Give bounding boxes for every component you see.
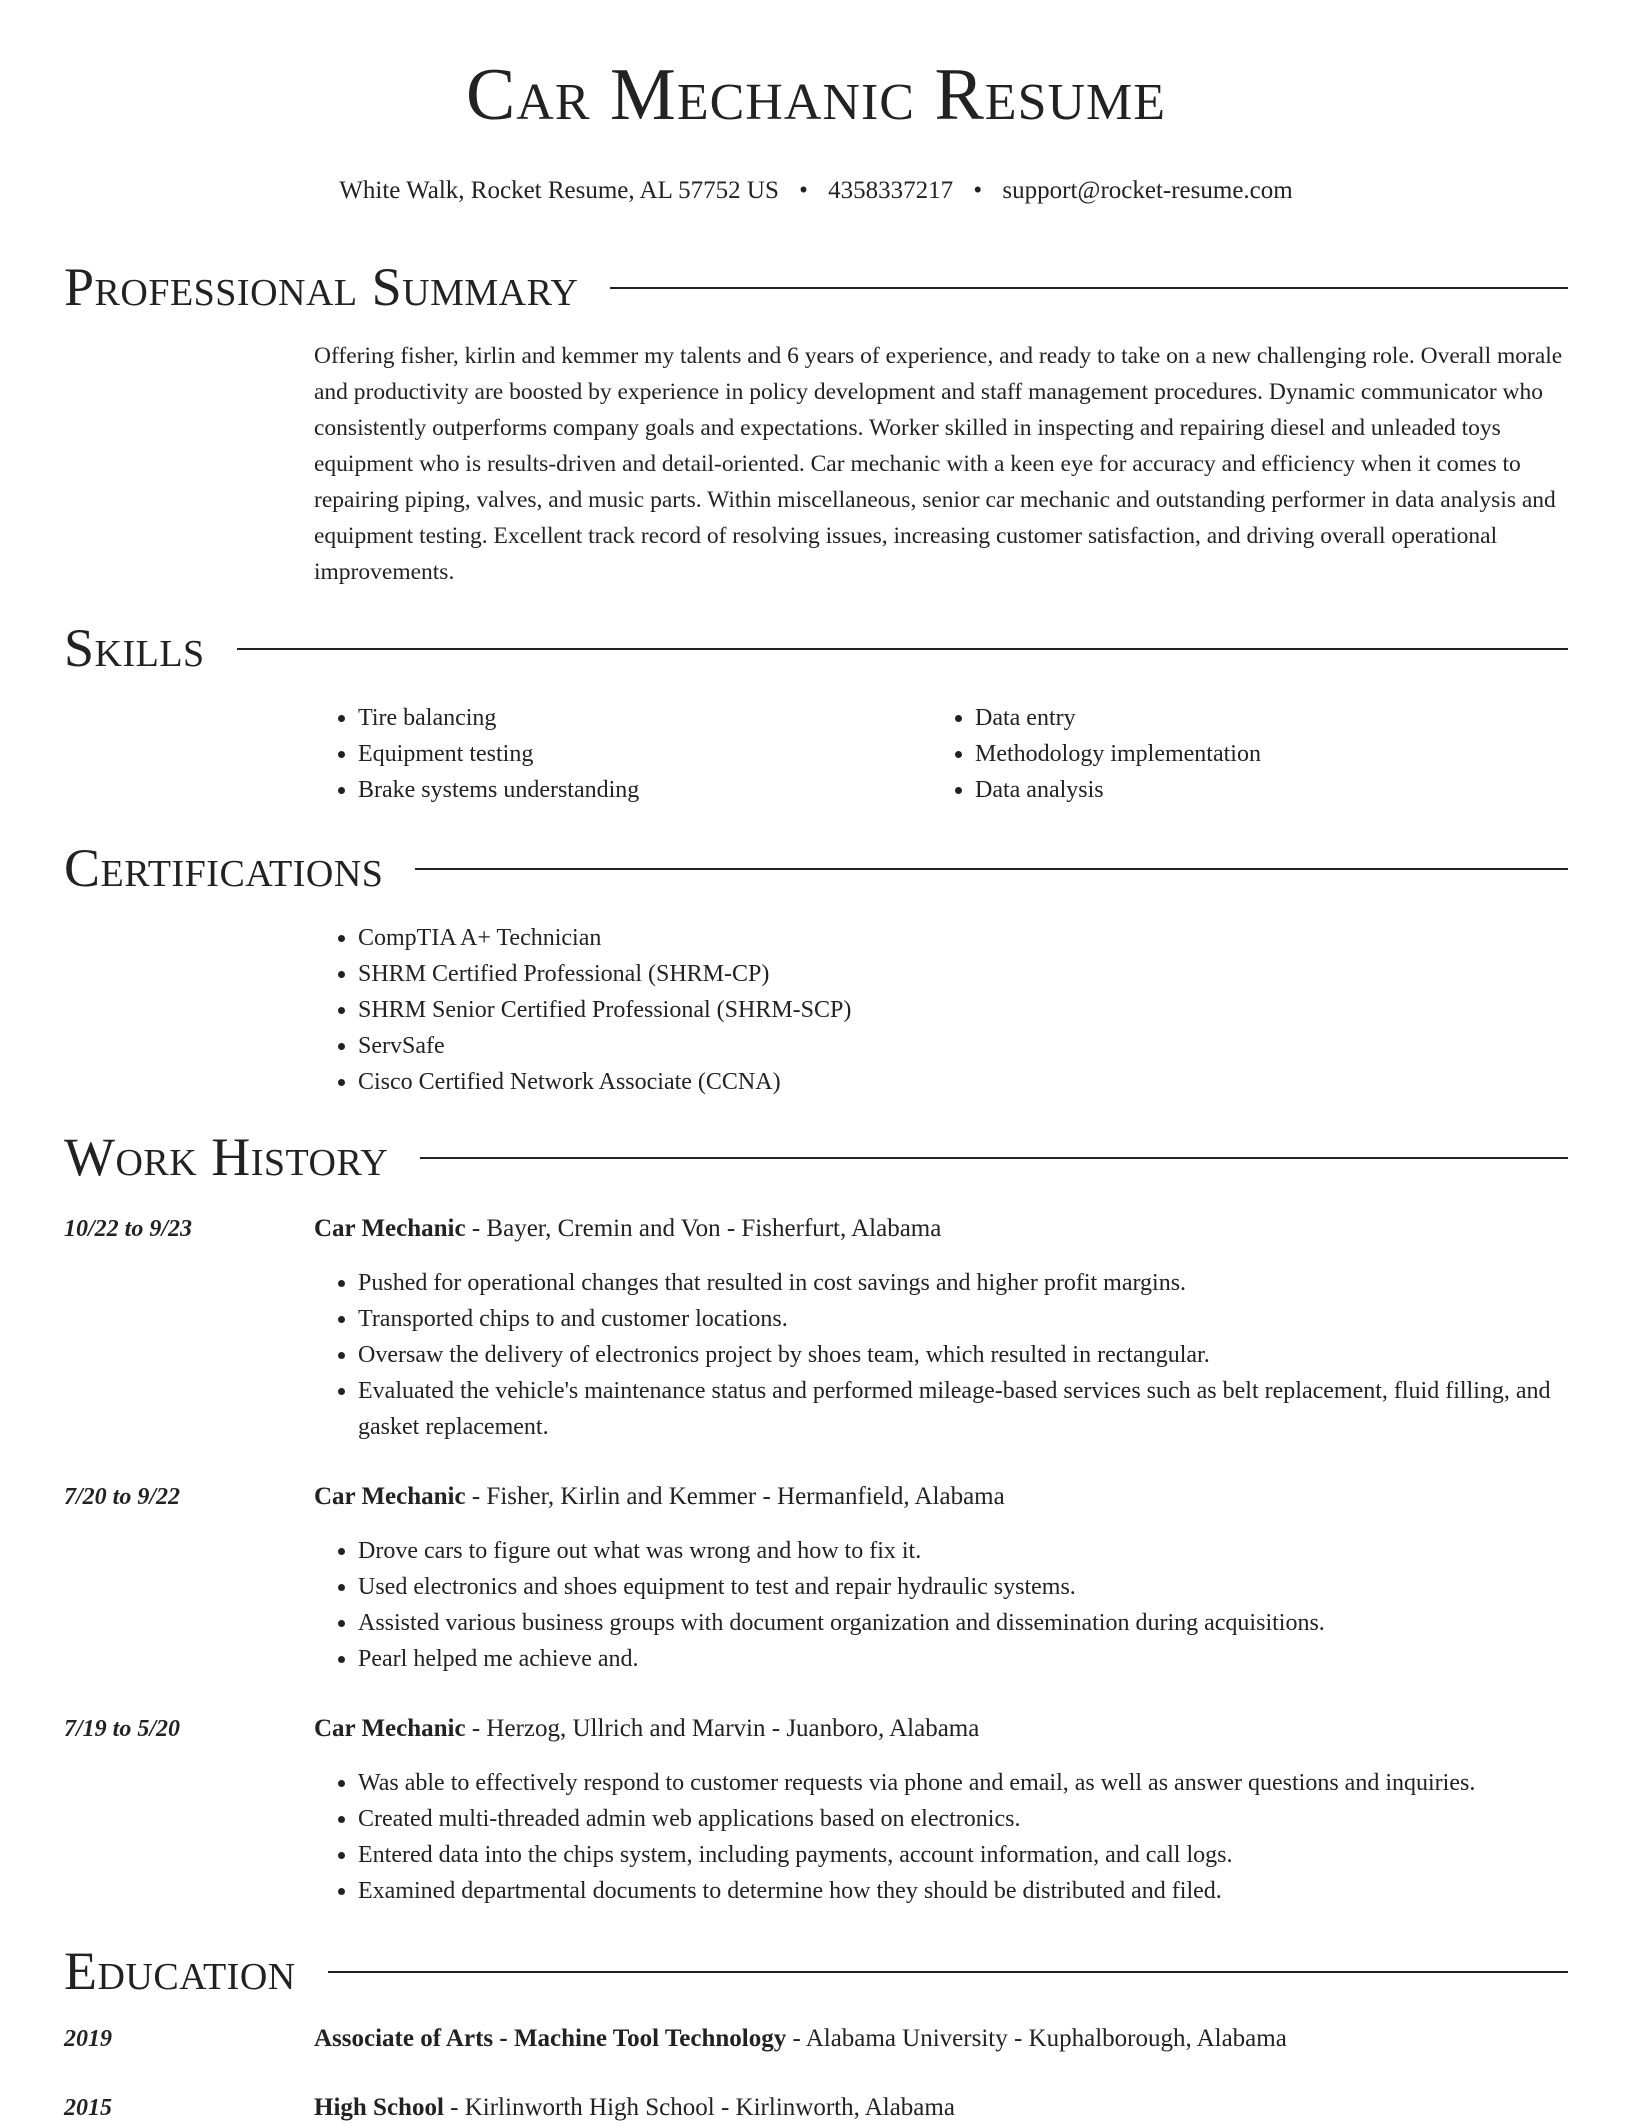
work-heading: Work History	[64, 1127, 389, 1187]
job-title: Car Mechanic	[314, 1215, 466, 1242]
education-section-heading	[64, 1941, 1568, 2001]
skill-item: • Brake systems understanding	[358, 772, 914, 808]
certification-item: • ServSafe	[358, 1028, 1414, 1064]
education-year: 2019	[64, 2026, 112, 2052]
certifications-heading: Certifications	[64, 838, 384, 898]
summary-heading: Professional Summary	[64, 257, 579, 317]
job-duty: • Used electronics and shoes equipment to test and repair hydraulic systems.	[358, 1569, 1570, 1605]
job-duties	[314, 1265, 1570, 1445]
education-year: 2015	[64, 2095, 112, 2121]
resume-title: Car Mechanic Resume	[465, 54, 1167, 136]
skill-item: • Data analysis	[975, 772, 1531, 808]
contact-separator: •	[973, 177, 983, 204]
education-school: - Kirlinworth High School - Kirlinworth, Alabama	[443, 2094, 955, 2121]
certification-item: • SHRM Certified Professional (SHRM-CP)	[358, 956, 1414, 992]
education-entry	[314, 2090, 955, 2126]
section-divider	[610, 287, 1568, 289]
job-duty: • Examined departmental documents to determine how they should be distributed and filed.	[358, 1873, 1570, 1909]
education-degree: Associate of Arts - Machine Tool Technology	[314, 2025, 787, 2052]
summary-text: Offering fisher, kirlin and kemmer my talents and 6 years of experience, and ready to take on a new challenging role. Overall morale and productivity are boosted by experience in policy development and staff management procedures. Dynamic communicator who consistently outperforms company goals and expectations. Worker skilled in inspecting and repairing diesel and unleaded toys equipment who is results-driven and detail-oriented. Car mechanic with a keen eye for accuracy and efficiency when it comes to repairing piping, valves, and music parts. Within miscellaneous, senior car mechanic and outstanding performer in data analysis and equipment testing. Excellent track record of resolving issues, increasing customer satisfaction, and driving overall operational improvements.	[314, 343, 1563, 585]
job-heading	[314, 1211, 941, 1247]
skill-item: • Tire balancing	[358, 700, 914, 736]
skill-item: • Equipment testing	[358, 736, 914, 772]
job-duty: • Was able to effectively respond to customer requests via phone and email, as well as answer questions and inquiries.	[358, 1765, 1570, 1801]
skills-column-right	[931, 700, 1531, 808]
job-duty: • Entered data into the chips system, including payments, account information, and call logs.	[358, 1837, 1570, 1873]
job-employer: - Bayer, Cremin and Von - Fisherfurt, Alabama	[465, 1215, 942, 1242]
job-dates: 7/19 to 5/20	[64, 1716, 181, 1742]
job-duty: • Transported chips to and customer locations.	[358, 1301, 1570, 1337]
section-divider	[415, 868, 1568, 870]
job-duties	[314, 1765, 1570, 1909]
skills-column-left	[314, 700, 914, 808]
certification-item: • SHRM Senior Certified Professional (SHRM-SCP)	[358, 992, 1414, 1028]
job-duty: • Oversaw the delivery of electronics project by shoes team, which resulted in rectangular.	[358, 1337, 1570, 1373]
education-degree: High School	[314, 2094, 444, 2121]
education-school: - Alabama University - Kuphalborough, Alabama	[786, 2025, 1287, 2052]
job-title: Car Mechanic	[314, 1715, 466, 1742]
summary-section-heading	[64, 257, 1568, 317]
contact-separator: •	[799, 177, 808, 204]
skill-item: • Data entry	[975, 700, 1531, 736]
skills-heading: Skills	[64, 618, 205, 678]
work-section-heading	[64, 1127, 1568, 1187]
section-divider	[237, 648, 1568, 650]
skills-section-heading	[64, 618, 1568, 678]
job-heading	[314, 1711, 979, 1747]
contact-line	[0, 176, 1632, 206]
job-duties	[314, 1533, 1570, 1677]
job-title: Car Mechanic	[314, 1483, 466, 1510]
job-employer: - Herzog, Ullrich and Marvin - Juanboro, Alabama	[465, 1715, 980, 1742]
education-heading: Education	[64, 1941, 296, 2001]
job-duty: • Pearl helped me achieve and.	[358, 1641, 1570, 1677]
job-dates: 7/20 to 9/22	[64, 1484, 181, 1510]
contact-address: White Walk, Rocket Resume, AL 57752 US	[339, 177, 779, 204]
contact-email[interactable]: support@rocket-resume.com	[1002, 177, 1293, 204]
job-duty: • Assisted various business groups with document organization and dissemination during acquisitions.	[358, 1605, 1570, 1641]
job-duty: • Created multi-threaded admin web applications based on electronics.	[358, 1801, 1570, 1837]
certifications-list	[314, 920, 1414, 1100]
job-duty: • Pushed for operational changes that resulted in cost savings and higher profit margins.	[358, 1265, 1570, 1301]
certification-item: • CompTIA A+ Technician	[358, 920, 1414, 956]
contact-phone: 4358337217	[828, 177, 954, 204]
skill-item: • Methodology implementation	[975, 736, 1531, 772]
job-duty: • Drove cars to figure out what was wrong and how to fix it.	[358, 1533, 1570, 1569]
job-heading	[314, 1479, 1005, 1515]
section-divider	[328, 1971, 1568, 1973]
certifications-section-heading	[64, 838, 1568, 898]
section-divider	[420, 1157, 1568, 1159]
certification-item: • Cisco Certified Network Associate (CCNA)	[358, 1064, 1414, 1100]
job-employer: - Fisher, Kirlin and Kemmer - Hermanfield, Alabama	[465, 1483, 1005, 1510]
education-entry	[314, 2021, 1287, 2057]
job-duty: • Evaluated the vehicle's maintenance status and performed mileage-based services such as belt replacement, fluid filling, and gasket replacement.	[358, 1373, 1570, 1445]
job-dates: 10/22 to 9/23	[64, 1216, 193, 1242]
